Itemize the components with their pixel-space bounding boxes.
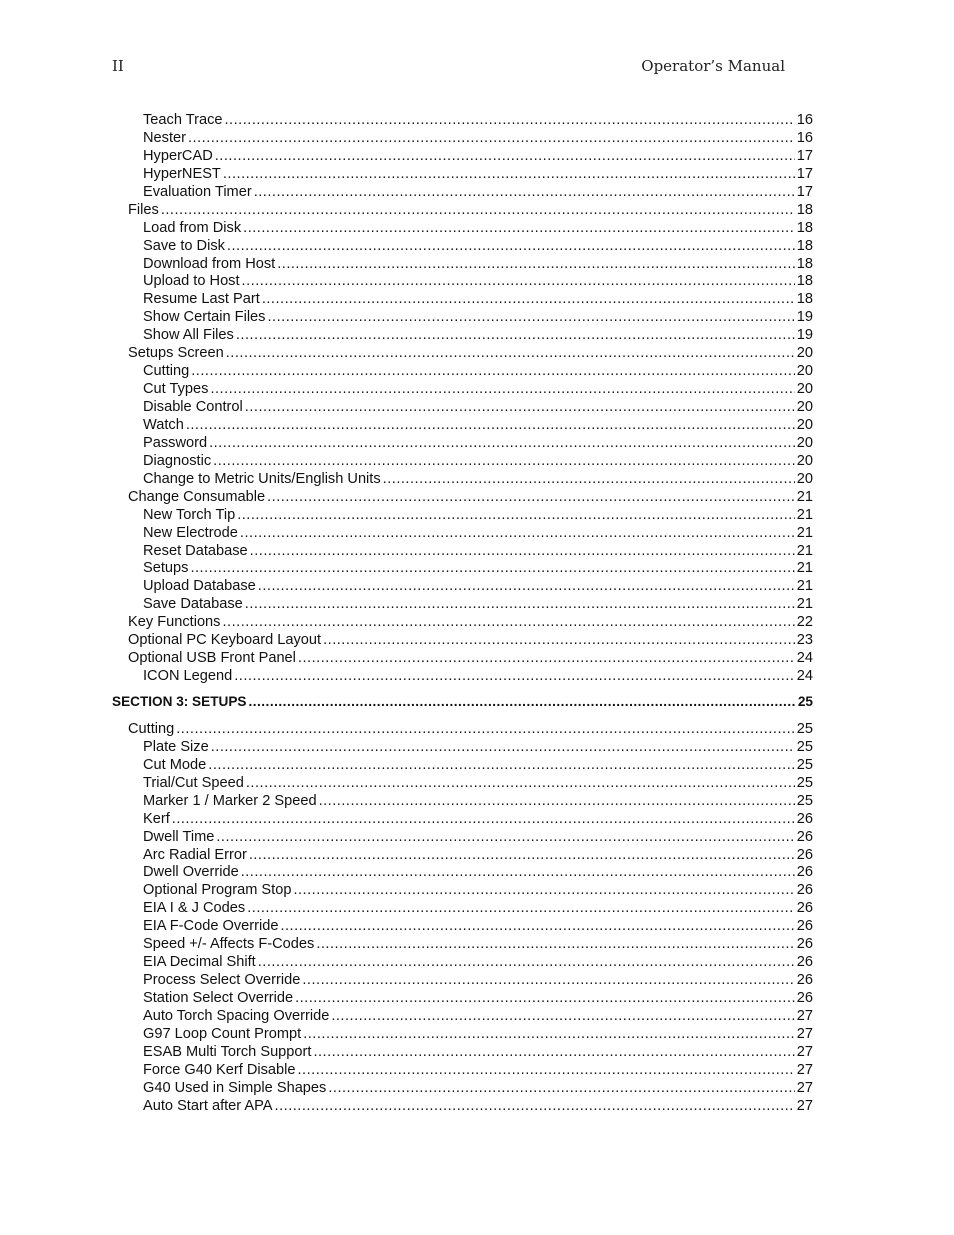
toc-entry-page: 25	[796, 720, 813, 737]
toc-dot-leader	[191, 363, 795, 379]
toc-dot-leader	[176, 721, 795, 737]
toc-entry-title: Setups Screen	[128, 345, 224, 362]
toc-entry-title: EIA Decimal Shift	[143, 954, 256, 971]
toc-entry[interactable]	[112, 775, 813, 793]
toc-entry-title: Station Select Override	[143, 990, 294, 1006]
toc-dot-leader	[186, 417, 795, 433]
toc-entry-page: 18	[796, 255, 813, 272]
toc-entry-page: 27	[796, 1025, 813, 1042]
toc-entry-title: Cutting	[143, 363, 190, 380]
toc-entry-page: 24	[796, 650, 813, 667]
toc-entry-title: Change to Metric Units/English Units	[143, 470, 381, 487]
toc-dot-leader	[211, 739, 795, 755]
toc-entry[interactable]	[112, 793, 813, 811]
toc-entry-title: Download from Host	[143, 255, 276, 272]
toc-dot-leader	[243, 220, 795, 236]
toc-dot-leader	[250, 543, 795, 559]
toc-entry-title: Password	[143, 434, 208, 451]
toc-entry[interactable]	[112, 166, 813, 184]
toc-dot-leader	[208, 757, 794, 773]
toc-entry-page: 26	[796, 900, 813, 917]
toc-entry[interactable]	[112, 112, 813, 130]
toc-dot-leader	[295, 990, 795, 1006]
toc-entry-title: Optional Program Stop	[143, 882, 292, 899]
toc-entry-title: New Torch Tip	[143, 506, 236, 523]
toc-entry[interactable]	[112, 560, 813, 578]
toc-entry-title: Optional USB Front Panel	[128, 650, 296, 667]
toc-entry-page: 26	[796, 846, 813, 863]
toc-dot-leader	[209, 435, 795, 451]
toc-dot-leader	[222, 614, 794, 630]
toc-dot-leader	[254, 184, 795, 200]
toc-entry-page: 21	[796, 488, 813, 505]
toc-entry[interactable]	[112, 238, 813, 256]
toc-dot-leader	[383, 471, 795, 487]
toc-entry[interactable]	[112, 256, 813, 274]
toc-entry-title: HyperCAD	[143, 147, 213, 164]
toc-dot-leader	[331, 1008, 794, 1024]
toc-entry[interactable]	[112, 650, 813, 668]
toc-entry-title: Save to Disk	[143, 237, 225, 254]
toc-dot-leader	[247, 900, 795, 916]
toc-entry-title: Dwell Time	[143, 828, 215, 845]
toc-dot-leader	[249, 847, 795, 863]
toc-entry[interactable]	[112, 1044, 813, 1062]
toc-section-heading[interactable]	[112, 694, 813, 712]
toc-entry-title: Change Consumable	[128, 488, 266, 505]
toc-entry-page: 20	[796, 434, 813, 451]
toc-entry[interactable]	[112, 847, 813, 865]
toc-entry-title: Watch	[143, 416, 184, 433]
toc-dot-leader	[190, 560, 794, 576]
toc-entry-page: 26	[796, 864, 813, 881]
toc-entry-title: EIA F-Code Override	[143, 918, 279, 935]
toc-dot-leader	[280, 918, 794, 934]
toc-entry-title: Nester	[143, 129, 186, 146]
toc-entry-title: Diagnostic	[143, 452, 212, 469]
toc-entry-page: 27	[796, 1097, 813, 1114]
toc-dot-leader	[262, 291, 795, 307]
toc-entry-title: Load from Disk	[143, 219, 242, 236]
toc-entry-page: 17	[796, 165, 813, 182]
toc-entry-page: 17	[796, 183, 813, 200]
toc-entry-title: G97 Loop Count Prompt	[143, 1025, 302, 1042]
toc-entry[interactable]	[112, 435, 813, 453]
toc-dot-leader	[242, 273, 795, 289]
toc-dot-leader	[240, 525, 795, 541]
toc-entry-page: 27	[796, 1079, 813, 1096]
toc-entry[interactable]	[112, 614, 813, 632]
toc-entry-page: 18	[796, 219, 813, 236]
toc-entry-page: 25	[796, 738, 813, 755]
toc-entry-page: 19	[796, 309, 813, 326]
toc-dot-leader	[215, 148, 795, 164]
toc-dot-leader	[216, 829, 794, 845]
toc-entry-title: Auto Torch Spacing Override	[143, 1007, 330, 1024]
page-number: II	[112, 57, 124, 75]
toc-dot-leader	[275, 1098, 795, 1114]
toc-entry-page: 20	[796, 452, 813, 469]
toc-entry-page: 27	[796, 1007, 813, 1024]
toc-entry-title: Marker 1 / Marker 2 Speed	[143, 792, 317, 809]
toc-dot-leader	[161, 202, 795, 218]
toc-entry[interactable]	[112, 273, 813, 291]
toc-entry[interactable]	[112, 220, 813, 238]
toc-dot-leader	[213, 453, 795, 469]
toc-entry[interactable]	[112, 882, 813, 900]
toc-entry-title: New Electrode	[143, 524, 238, 541]
toc-entry-page: 27	[796, 1061, 813, 1078]
toc-dot-leader	[236, 327, 795, 343]
toc-entry-title: Arc Radial Error	[143, 846, 247, 863]
toc-dot-leader	[316, 936, 794, 952]
toc-entry-title: Save Database	[143, 596, 243, 613]
toc-dot-leader	[210, 381, 794, 397]
toc-entry-title: Upload to Host	[143, 273, 240, 290]
toc-entry-page: 26	[796, 972, 813, 989]
toc-entry-page: 21	[796, 578, 813, 595]
toc-dot-leader	[172, 811, 795, 827]
toc-entry-title: Setups	[143, 560, 189, 577]
toc-entry[interactable]	[112, 363, 813, 381]
toc-entry-title: Kerf	[143, 810, 170, 827]
toc-entry-title: Cut Types	[143, 381, 209, 398]
toc-entry-title: Teach Trace	[143, 112, 223, 128]
toc-entry-title: ICON Legend	[143, 668, 233, 685]
toc-dot-leader	[298, 650, 795, 666]
toc-entry-title: Dwell Override	[143, 864, 239, 881]
toc-dot-leader	[258, 578, 795, 594]
toc-dot-leader	[188, 130, 795, 146]
toc-entry-title: Show Certain Files	[143, 309, 266, 326]
toc-entry-page: 16	[796, 112, 813, 128]
toc-entry[interactable]	[112, 668, 813, 686]
toc-dot-leader	[302, 972, 794, 988]
toc-entry-title: Evaluation Timer	[143, 183, 252, 200]
toc-entry[interactable]	[112, 811, 813, 829]
toc-entry-page: 22	[796, 614, 813, 631]
manual-title: Operator’s Manual	[641, 57, 785, 75]
toc-entry-title: EIA I & J Codes	[143, 900, 246, 917]
toc-dot-leader	[245, 596, 795, 612]
toc-entry-page: 20	[796, 399, 813, 415]
toc-dot-leader	[258, 954, 795, 970]
toc-entry-page: 20	[796, 345, 813, 362]
toc-entry[interactable]	[112, 453, 813, 471]
toc-entry-page: 26	[796, 828, 813, 845]
toc-dot-leader	[267, 309, 794, 325]
toc-dot-leader	[246, 775, 795, 791]
toc-entry-title: Cutting	[128, 720, 175, 737]
toc-entry-title: Disable Control	[143, 399, 243, 415]
toc-entry[interactable]	[112, 936, 813, 954]
toc-entry-page: 26	[796, 990, 813, 1006]
toc-entry-page: 21	[796, 506, 813, 523]
toc-entry[interactable]	[112, 578, 813, 596]
toc-entry[interactable]	[112, 739, 813, 757]
toc-entry[interactable]	[112, 291, 813, 309]
toc-entry[interactable]	[112, 900, 813, 918]
toc-entry-title: G40 Used in Simple Shapes	[143, 1079, 327, 1096]
toc-dot-leader	[293, 882, 794, 898]
toc-entry[interactable]	[112, 990, 813, 1008]
toc-entry[interactable]	[112, 399, 813, 417]
toc-entry-page: 25	[796, 756, 813, 773]
toc-entry-page: 26	[796, 936, 813, 953]
toc-entry[interactable]	[112, 954, 813, 972]
toc-entry-page: 26	[796, 954, 813, 971]
toc-dot-leader	[223, 166, 795, 182]
toc-entry-title: Auto Start after APA	[143, 1097, 273, 1114]
toc-entry-page: 26	[796, 918, 813, 935]
toc-entry[interactable]	[112, 757, 813, 775]
toc-dot-leader	[277, 256, 795, 272]
toc-entry-page: 19	[796, 327, 813, 344]
toc-entry-page: 20	[796, 470, 813, 487]
toc-entry-page: 16	[796, 129, 813, 146]
toc-entry-page: 20	[796, 416, 813, 433]
toc-dot-leader	[241, 864, 795, 880]
toc-dot-leader	[225, 112, 795, 128]
toc-entry-title: ESAB Multi Torch Support	[143, 1043, 312, 1060]
toc-entry-title: Resume Last Part	[143, 291, 260, 308]
toc-dot-leader	[267, 489, 795, 505]
toc-entry-title: Show All Files	[143, 327, 234, 344]
toc-entry-title: Upload Database	[143, 578, 256, 595]
toc-entry-page: 25	[797, 694, 813, 709]
toc-dot-leader	[298, 1062, 795, 1078]
toc-entry-page: 18	[796, 237, 813, 254]
table-of-contents	[112, 112, 813, 1116]
toc-entry-page: 18	[796, 273, 813, 290]
toc-entry[interactable]	[112, 309, 813, 327]
toc-entry-title: Speed +/- Affects F-Codes	[143, 936, 315, 953]
toc-entry[interactable]	[112, 184, 813, 202]
toc-entry-page: 21	[796, 596, 813, 613]
toc-entry-page: 24	[796, 668, 813, 685]
toc-entry-page: 26	[796, 882, 813, 899]
toc-dot-leader	[226, 345, 795, 361]
toc-entry-title: Cut Mode	[143, 756, 207, 773]
toc-entry-page: 21	[796, 542, 813, 559]
toc-entry-title: Plate Size	[143, 738, 209, 755]
toc-dot-leader	[323, 632, 795, 648]
toc-entry[interactable]	[112, 525, 813, 543]
toc-entry-page: 20	[796, 381, 813, 398]
toc-entry[interactable]	[112, 543, 813, 561]
toc-entry[interactable]	[112, 1080, 813, 1098]
toc-entry-title: Reset Database	[143, 542, 248, 559]
toc-entry[interactable]	[112, 148, 813, 166]
toc-dot-leader	[303, 1026, 795, 1042]
toc-entry-page: 26	[796, 810, 813, 827]
toc-dot-leader	[328, 1080, 794, 1096]
toc-entry-title: Key Functions	[128, 614, 221, 631]
toc-entry-title: Process Select Override	[143, 972, 301, 989]
toc-entry-page: 17	[796, 147, 813, 164]
toc-entry[interactable]	[112, 381, 813, 399]
toc-dot-leader	[234, 668, 795, 684]
toc-entry-page: 20	[796, 363, 813, 380]
toc-entry[interactable]	[112, 327, 813, 345]
toc-entry-title: Force G40 Kerf Disable	[143, 1061, 296, 1078]
toc-entry[interactable]	[112, 864, 813, 882]
toc-entry[interactable]	[112, 417, 813, 435]
toc-entry[interactable]	[112, 721, 813, 739]
toc-dot-leader	[227, 238, 795, 254]
toc-dot-leader	[237, 507, 795, 523]
toc-entry-title: HyperNEST	[143, 165, 221, 182]
toc-entry[interactable]	[112, 1098, 813, 1116]
toc-entry[interactable]	[112, 972, 813, 990]
toc-entry-page: 25	[796, 792, 813, 809]
toc-entry-page: 18	[796, 291, 813, 308]
toc-entry[interactable]	[112, 202, 813, 220]
toc-entry-title: SECTION 3: SETUPS	[112, 694, 247, 709]
toc-dot-leader	[313, 1044, 794, 1060]
toc-entry[interactable]	[112, 345, 813, 363]
toc-entry-page: 25	[796, 774, 813, 791]
toc-entry-title: Files	[128, 201, 159, 218]
toc-entry[interactable]	[112, 632, 813, 650]
toc-entry[interactable]	[112, 1062, 813, 1080]
toc-dot-leader	[319, 793, 795, 809]
toc-entry-title: Optional PC Keyboard Layout	[128, 632, 322, 649]
toc-entry[interactable]	[112, 489, 813, 507]
toc-entry-page: 21	[796, 560, 813, 577]
toc-entry[interactable]	[112, 596, 813, 614]
toc-entry[interactable]	[112, 130, 813, 148]
toc-entry[interactable]	[112, 1008, 813, 1026]
toc-entry-page: 27	[796, 1043, 813, 1060]
toc-entry-page: 18	[796, 201, 813, 218]
toc-entry[interactable]	[112, 918, 813, 936]
toc-entry[interactable]	[112, 471, 813, 489]
toc-entry-page: 23	[796, 632, 813, 649]
toc-entry[interactable]	[112, 829, 813, 847]
toc-entry-title: Trial/Cut Speed	[143, 774, 244, 791]
toc-entry-page: 21	[796, 524, 813, 541]
toc-dot-leader	[245, 399, 795, 415]
toc-entry[interactable]	[112, 1026, 813, 1044]
toc-dot-leader	[248, 694, 795, 709]
toc-entry[interactable]	[112, 507, 813, 525]
